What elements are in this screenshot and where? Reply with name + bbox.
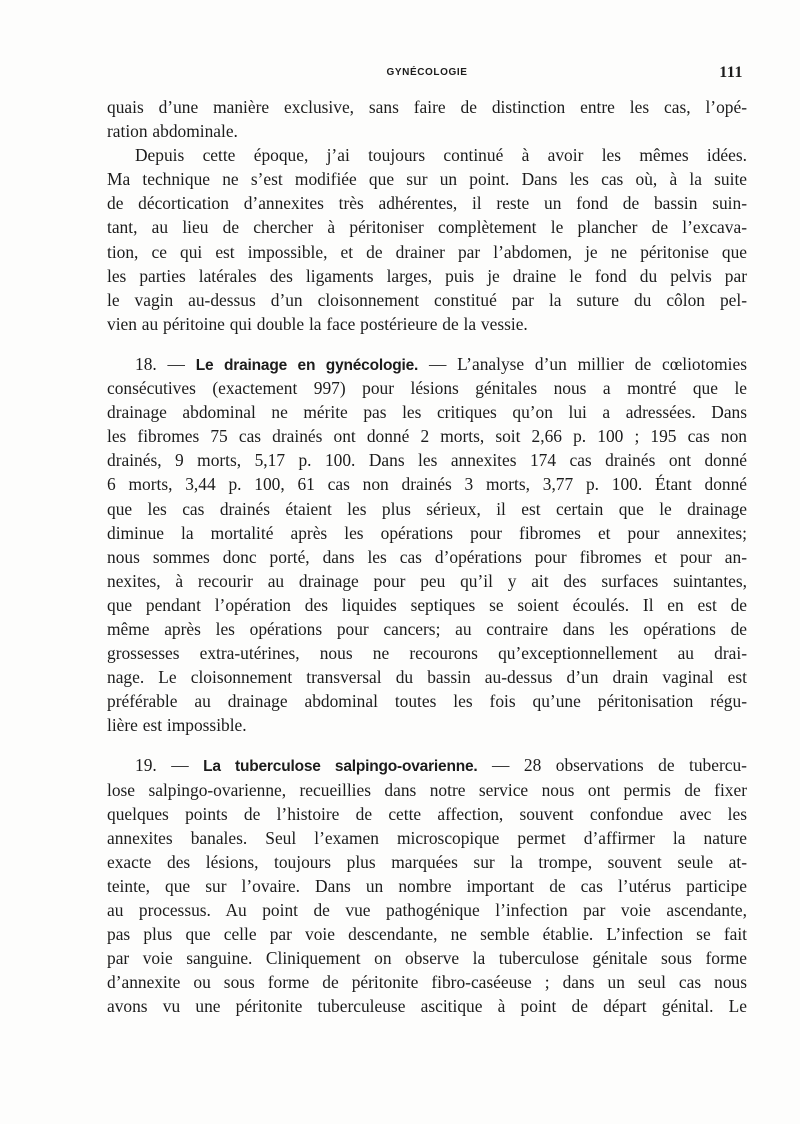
text-line: 6 morts, 3,44 p. 100, 61 cas non drainés 3 morts, 3,77 p. 100. Étant donné <box>107 474 747 495</box>
text-line: grossesses extra-utérines, nous ne recourons qu’exceptionnellement au drai- <box>107 643 747 664</box>
section-number: 18. — <box>135 353 185 374</box>
text-line: tion, ce qui est impossible, et de drainer par l’abdomen, je ne péritonise que <box>107 241 747 262</box>
text-line: nexites, à recourir au drainage pour peu qu’il y ait des surfaces suintantes, <box>107 570 747 591</box>
text-line: les parties latérales des ligaments larges, puis je draine le fond du pelvis par <box>107 265 747 286</box>
paragraph-gap <box>107 336 747 352</box>
text-line: diminue la mortalité après les opérations pour fibromes et pour annexites; <box>107 522 747 543</box>
text-line: teinte, que sur l’ovaire. Dans un nombre important de cas l’utérus participe <box>107 875 747 896</box>
section-heading: La tuberculose salpingo-ovarienne. <box>203 758 478 776</box>
text-line: ration abdominale. <box>107 121 238 142</box>
text-line: que pendant l’opération des liquides septiques se soient écoulés. Il en est de <box>107 594 747 615</box>
text-line: préférable au drainage abdominal toutes les fois qu’une péritonisation régu- <box>107 691 747 712</box>
text-line: pas plus que celle par voie descendante, ne semble établie. L’infection se fait <box>107 924 747 945</box>
section-first-line <box>107 352 747 376</box>
text-line: de décortication d’annexites très adhérentes, il reste un fond de bassin suin- <box>107 193 747 214</box>
running-title: GYNÉCOLOGIE <box>386 67 468 78</box>
text-line: d’annexite ou sous forme de péritonite fibro-caséeuse ; dans un seul cas nous <box>107 972 747 993</box>
page-number: 111 <box>719 64 743 81</box>
section-18 <box>107 352 747 738</box>
text-line: nous sommes donc porté, dans les cas d’opérations pour fibromes et pour an- <box>107 546 747 567</box>
paragraph-gap <box>107 737 747 753</box>
text-line: tant, au lieu de chercher à péritoniser complètement le plancher de l’excava- <box>107 217 747 238</box>
text-line: lose salpingo-ovarienne, recueillies dans notre service nous ont permis de fixer <box>107 779 747 800</box>
section-heading: Le drainage en gynécologie. <box>195 356 419 374</box>
text-line: exacte des lésions, toujours plus marquées sur la trompe, souvent seule at- <box>107 851 747 872</box>
text-line: les fibromes 75 cas drainés ont donné 2 morts, soit 2,66 p. 100 ; 195 cas non <box>107 426 747 447</box>
text-line: le vagin au-dessus d’un cloisonnement constitué par la suture du côlon pel- <box>107 289 747 310</box>
section-first-line-text: — L’analyse d’un millier de cœliotomies <box>428 353 747 374</box>
text-line: même après les opérations pour cancers; au contraire dans les opérations de <box>107 618 747 639</box>
text-line: Ma technique ne s’est modifiée que sur un point. Dans les cas où, à la suite <box>107 169 747 190</box>
paragraph-continuation <box>107 95 747 143</box>
text-line: Depuis cette époque, j’ai toujours continué à avoir les mêmes idées. <box>135 145 747 166</box>
text-line: vien au péritoine qui double la face postérieure de la vessie. <box>107 313 528 334</box>
text-line: par voie sanguine. Cliniquement on observe la tuberculose génitale sous forme <box>107 948 747 969</box>
text-line: avons vu une péritonite tuberculeuse ascitique à point de départ génital. Le <box>107 996 747 1017</box>
text-line: drainage abdominal ne mérite pas les critiques qu’on lui a adressées. Dans <box>107 402 747 423</box>
text-line: quais d’une manière exclusive, sans faire de distinction entre les cas, l’opé- <box>107 97 747 117</box>
text-line: drainés, 9 morts, 5,17 p. 100. Dans les annexites 174 cas drainés ont donné <box>107 450 747 471</box>
text-line: nage. Le cloisonnement transversal du bassin au-dessus d’un drain vaginal est <box>107 667 747 688</box>
section-number: 19. — <box>135 755 189 776</box>
text-line: quelques points de l’histoire de cette affection, souvent confondue avec les <box>107 803 747 824</box>
text-line: lière est impossible. <box>107 715 247 736</box>
section-19 <box>107 753 747 1018</box>
text-line: annexites banales. Seul l’examen microscopique permet d’affirmer la nature <box>107 827 747 848</box>
text-line: que les cas drainés étaient les plus sérieux, il est certain que le drainage <box>107 498 747 519</box>
text-line: au processus. Au point de vue pathogénique l’infection par voie ascendante, <box>107 900 747 920</box>
paragraph-technique <box>107 143 747 336</box>
running-head <box>107 64 747 82</box>
section-first-line-text: — 28 observations de tubercu- <box>492 755 747 776</box>
body-text <box>107 95 747 1018</box>
text-line: consécutives (exactement 997) pour lésions génitales nous a montré que le <box>107 378 747 399</box>
section-first-line <box>107 753 747 777</box>
